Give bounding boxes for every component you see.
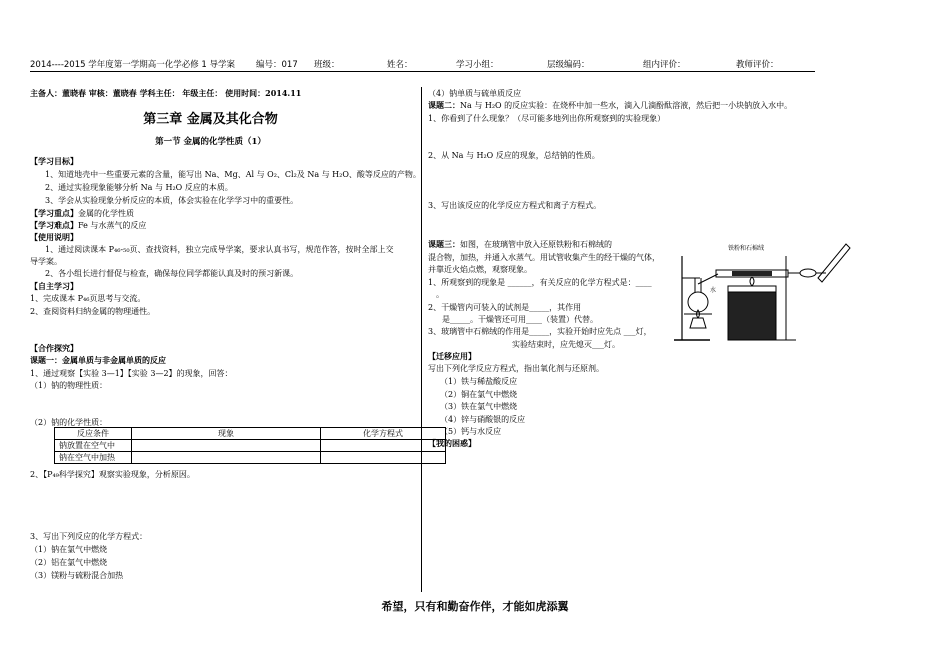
section-title: 第一节 金属的化学性质（1） — [155, 137, 266, 147]
table-header-cell: 现象 — [132, 428, 321, 440]
self-study-2: 2、查阅资料归纳金属的物理通性。 — [30, 307, 156, 316]
goal-3: 3、学会从实验现象分析反应的本质，体会实验在化学学习中的重要性。 — [45, 196, 299, 205]
footer-motto: 希望，只有和勤奋作伴，才能如虎添翼 — [381, 600, 569, 613]
usage-2: 2、各小组长进行督促与检查，确保每位同学都能认真及时的预习新课。 — [45, 269, 299, 278]
topic-2-text: Na 与 H₂O 的反应实验：在烧杯中加一些水，滴入几滴酚酞溶液，然后把一小块钠放入水中。 — [460, 101, 793, 110]
goals-heading: 【学习目标】 — [30, 156, 78, 166]
table-row — [55, 452, 446, 464]
puzzle-heading: 【我的困惑】 — [428, 438, 476, 448]
coop-heading: 【合作探究】 — [30, 343, 78, 353]
class-field: 班级： — [314, 60, 340, 70]
self-study-1: 1、完成课本 P₄₆页思考与交流。 — [30, 294, 146, 303]
transfer-item-3: （3）铁在氯气中燃烧 — [440, 402, 518, 411]
name-field: 姓名： — [387, 60, 413, 70]
key-point — [30, 208, 134, 219]
figure-label-iron-powder: 铁粉和石棉绒 — [728, 245, 765, 252]
topic-3-label: 课题三： — [428, 239, 460, 249]
difficult-point-label: 【学习难点】 — [30, 220, 78, 230]
goal-1: 1、知道地壳中一些重要元素的含量，能写出 Na、Mg、Al 与 O₂、Cl₂及 Na 与 H₂O、酸等反应的产物。 — [45, 170, 421, 179]
topic-1-title: 课题一：金属单质与非金属单质的反应 — [30, 355, 166, 365]
topic-3-q2-cont: 是_____。干燥管还可用____（装置）代替。 — [442, 315, 598, 324]
usage-1: 1、通过阅读课本 P₄₆-₅₀页、查找资料，独立完成导学案，要求认真书写，规范作答，按时全部上交 — [45, 245, 394, 254]
table-cell: 钠放置在空气中 — [55, 440, 132, 452]
chapter-title: 第三章 金属及其化合物 — [143, 112, 278, 127]
usage-1-cont: 导学案。 — [30, 257, 62, 266]
table-cell[interactable] — [321, 452, 446, 464]
level-code-field: 层级编码： — [547, 60, 590, 70]
topic-2-q3: 3、写出该反应的化学反应方程式和离子方程式。 — [428, 201, 602, 210]
meta-line: 主备人：董晓春 审核：董晓春 学科主任： 年级主任： 使用时间：2014.11 — [30, 88, 302, 98]
question-3a: （1）钠在氯气中燃烧 — [30, 545, 108, 554]
transfer-item-2: （2）铜在氯气中燃烧 — [440, 390, 518, 399]
usage-heading: 【使用说明】 — [30, 232, 78, 242]
topic-3-line-3: 并靠近火焰点燃，观察现象。 — [428, 265, 532, 274]
topic-3-q3-cont: 实验结束时，应先熄灭___灯。 — [512, 340, 620, 349]
goal-2: 2、通过实验现象能够分析 Na 与 H₂O 反应的本质。 — [45, 183, 233, 192]
figure-label-water: 水 — [710, 287, 717, 294]
transfer-intro: 写出下列化学反应方程式，指出氧化剂与还原剂。 — [428, 364, 604, 373]
transfer-item-5: （5）钙与水反应 — [440, 427, 502, 436]
topic-3-q1: 1、所观察到的现象是 ______，有关反应的化学方程式是：____ — [428, 278, 652, 287]
question-3: 3、写出下列反应的化学方程式： — [30, 532, 148, 541]
topic-2-q2: 2、从 Na 与 H₂O 反应的现象，总结钠的性质。 — [428, 151, 600, 160]
reaction-table — [54, 427, 446, 464]
table-cell[interactable] — [132, 440, 321, 452]
topic-3-q2: 2、干燥管内可装入的试剂是_____，其作用 — [428, 303, 582, 312]
group-eval-field: 组内评价： — [643, 60, 686, 70]
course-title: 2014----2015 学年度第一学期高一化学必修 1 导学案 — [30, 60, 236, 70]
question-1: 1、通过观察【实验 3—1】【实验 3—2】的现象，回答： — [30, 369, 233, 378]
topic-2-label: 课题二： — [428, 100, 460, 110]
difficult-point — [30, 220, 146, 231]
question-1b: （2）钠的化学性质： — [30, 418, 108, 427]
question-3b: （2）铝在氯气中燃烧 — [30, 558, 108, 567]
difficult-point-text: Fe 与水蒸气的反应 — [78, 221, 147, 230]
topic-3-line-1: 如图，在玻璃管中放入还原铁粉和石棉绒的 — [460, 240, 612, 249]
teacher-eval-field: 教师评价： — [736, 60, 779, 70]
table-header-row — [55, 428, 446, 440]
topic-3-line-2: 混合物，加热，并通入水蒸气。用试管收集产生的经干燥的气体， — [428, 253, 660, 262]
self-study-heading: 【自主学习】 — [30, 281, 78, 291]
transfer-heading: 【迁移应用】 — [428, 351, 476, 361]
question-2: 2、【P₄₉科学探究】观察实验现象，分析原因。 — [30, 470, 195, 479]
question-3d: （4）钠单质与硫单质反应 — [428, 89, 522, 98]
transfer-item-4: （4）锌与硝酸银的反应 — [440, 415, 526, 424]
doc-number: 编号：017 — [256, 60, 298, 70]
study-group-field: 学习小组： — [456, 60, 499, 70]
header-rule — [30, 71, 815, 72]
table-row — [55, 440, 446, 452]
question-1a: （1）钠的物理性质： — [30, 381, 108, 390]
topic-3 — [428, 239, 612, 250]
key-point-label: 【学习重点】 — [30, 208, 78, 218]
table-header-cell: 反应条件 — [55, 428, 132, 440]
topic-2 — [428, 100, 792, 111]
topic-2-q1: 1、你看到了什么现象？（尽可能多地列出你所观察到的实验现象） — [428, 114, 666, 123]
topic-3-q1-end: 。 — [436, 290, 444, 299]
table-cell[interactable] — [321, 440, 446, 452]
column-divider — [421, 87, 422, 592]
table-cell: 钠在空气中加热 — [55, 452, 132, 464]
table-cell[interactable] — [132, 452, 321, 464]
topic-3-q3: 3、玻璃管中石棉绒的作用是_____，实验开始时应先点 ___灯， — [428, 327, 652, 336]
key-point-text: 金属的化学性质 — [78, 209, 134, 218]
transfer-item-1: （1）铁与稀盐酸反应 — [440, 377, 518, 386]
question-3c: （3）镁粉与硫粉混合加热 — [30, 571, 124, 580]
steam-iron-apparatus-figure — [668, 236, 858, 346]
table-header-cell: 化学方程式 — [321, 428, 446, 440]
